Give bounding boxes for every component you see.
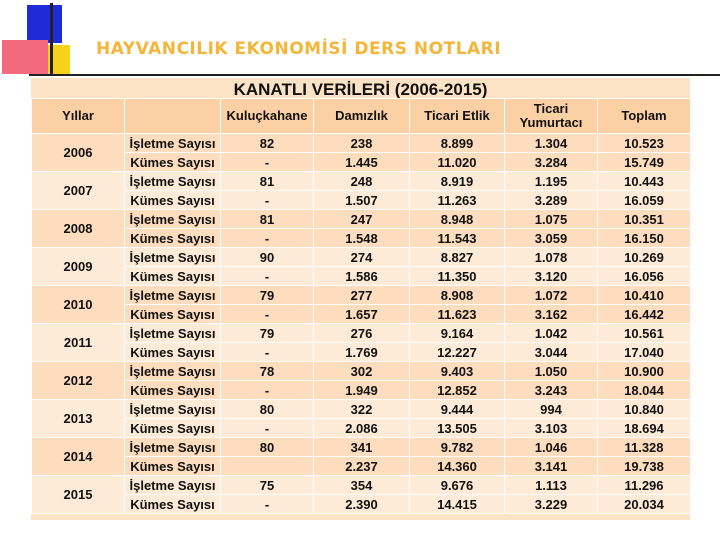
value-cell: 1.769 — [314, 343, 410, 362]
value-cell: 75 — [221, 476, 314, 495]
value-cell: 8.908 — [410, 286, 505, 305]
table-row — [32, 362, 691, 381]
table-row — [32, 381, 691, 400]
value-cell: 3.044 — [505, 343, 598, 362]
value-cell: 1.548 — [314, 229, 410, 248]
table-row — [32, 305, 691, 324]
value-cell: 1.050 — [505, 362, 598, 381]
value-cell: 1.072 — [505, 286, 598, 305]
value-cell: - — [221, 229, 314, 248]
col-header-metric — [125, 99, 221, 134]
value-cell: 2.237 — [314, 457, 410, 476]
year-cell: 2014 — [32, 438, 125, 476]
row-label: İşletme Sayısı — [125, 476, 221, 495]
value-cell: 3.229 — [505, 495, 598, 514]
value-cell: 1.078 — [505, 248, 598, 267]
value-cell: 1.507 — [314, 191, 410, 210]
value-cell: 10.269 — [598, 248, 691, 267]
year-cell: 2007 — [32, 172, 125, 210]
table-row — [32, 457, 691, 476]
value-cell: - — [221, 191, 314, 210]
row-label: İşletme Sayısı — [125, 400, 221, 419]
value-cell: 11.296 — [598, 476, 691, 495]
table-row — [32, 343, 691, 362]
value-cell: 9.444 — [410, 400, 505, 419]
value-cell: 994 — [505, 400, 598, 419]
year-cell: 2006 — [32, 134, 125, 172]
value-cell: 1.586 — [314, 267, 410, 286]
value-cell: - — [221, 267, 314, 286]
value-cell: 18.694 — [598, 419, 691, 438]
table-row — [32, 172, 691, 191]
col-header-years: Yıllar — [32, 99, 125, 134]
value-cell: 10.523 — [598, 134, 691, 153]
value-cell: 13.505 — [410, 419, 505, 438]
value-cell — [221, 457, 314, 476]
value-cell: 1.657 — [314, 305, 410, 324]
value-cell: 9.403 — [410, 362, 505, 381]
decor-vertical-line — [50, 3, 53, 76]
value-cell: 12.852 — [410, 381, 505, 400]
year-cell: 2009 — [32, 248, 125, 286]
value-cell: 10.561 — [598, 324, 691, 343]
value-cell: 1.949 — [314, 381, 410, 400]
value-cell: 1.304 — [505, 134, 598, 153]
value-cell: 19.738 — [598, 457, 691, 476]
value-cell: 8.948 — [410, 210, 505, 229]
value-cell: 8.919 — [410, 172, 505, 191]
row-label: İşletme Sayısı — [125, 362, 221, 381]
value-cell: 354 — [314, 476, 410, 495]
value-cell: 2.390 — [314, 495, 410, 514]
value-cell: 1.046 — [505, 438, 598, 457]
table-row — [32, 210, 691, 229]
value-cell: 16.056 — [598, 267, 691, 286]
year-cell: 2011 — [32, 324, 125, 362]
table-row — [32, 324, 691, 343]
value-cell: 3.103 — [505, 419, 598, 438]
value-cell: 248 — [314, 172, 410, 191]
table-row — [32, 248, 691, 267]
table-row — [32, 419, 691, 438]
value-cell: 274 — [314, 248, 410, 267]
table-row — [32, 267, 691, 286]
col-header-breeder: Damızlık — [314, 99, 410, 134]
table-row — [32, 153, 691, 172]
poultry-data-table — [31, 98, 691, 514]
value-cell: 16.442 — [598, 305, 691, 324]
value-cell: 3.289 — [505, 191, 598, 210]
value-cell: 1.113 — [505, 476, 598, 495]
table-body — [32, 134, 691, 514]
value-cell: 322 — [314, 400, 410, 419]
col-header-layer: Ticari Yumurtacı — [505, 99, 598, 134]
value-cell: 12.227 — [410, 343, 505, 362]
row-label: İşletme Sayısı — [125, 438, 221, 457]
value-cell: 10.840 — [598, 400, 691, 419]
table-row — [32, 134, 691, 153]
row-label: İşletme Sayısı — [125, 134, 221, 153]
value-cell: 9.676 — [410, 476, 505, 495]
value-cell: 3.284 — [505, 153, 598, 172]
value-cell: 10.443 — [598, 172, 691, 191]
value-cell: 1.195 — [505, 172, 598, 191]
value-cell: 3.243 — [505, 381, 598, 400]
value-cell: 79 — [221, 324, 314, 343]
value-cell: 15.749 — [598, 153, 691, 172]
table-header-row — [32, 99, 691, 134]
value-cell: 11.020 — [410, 153, 505, 172]
value-cell: - — [221, 305, 314, 324]
value-cell: 14.415 — [410, 495, 505, 514]
value-cell: 79 — [221, 286, 314, 305]
row-label: Kümes Sayısı — [125, 267, 221, 286]
value-cell: 8.827 — [410, 248, 505, 267]
row-label: Kümes Sayısı — [125, 229, 221, 248]
value-cell: 1.042 — [505, 324, 598, 343]
value-cell: - — [221, 495, 314, 514]
value-cell: 238 — [314, 134, 410, 153]
value-cell: 17.040 — [598, 343, 691, 362]
value-cell: - — [221, 381, 314, 400]
row-label: Kümes Sayısı — [125, 457, 221, 476]
value-cell: 1.445 — [314, 153, 410, 172]
value-cell: 80 — [221, 438, 314, 457]
year-cell: 2010 — [32, 286, 125, 324]
table-row — [32, 476, 691, 495]
value-cell: 341 — [314, 438, 410, 457]
table-row — [32, 400, 691, 419]
value-cell: 302 — [314, 362, 410, 381]
year-cell: 2015 — [32, 476, 125, 514]
value-cell: - — [221, 153, 314, 172]
row-label: Kümes Sayısı — [125, 495, 221, 514]
col-header-broiler: Ticari Etlik — [410, 99, 505, 134]
value-cell: 3.120 — [505, 267, 598, 286]
page-title: HAYVANCILIK EKONOMİSİ DERS NOTLARI — [96, 39, 502, 59]
value-cell: 11.350 — [410, 267, 505, 286]
value-cell: 3.162 — [505, 305, 598, 324]
table-row — [32, 495, 691, 514]
col-header-total: Toplam — [598, 99, 691, 134]
value-cell: 80 — [221, 400, 314, 419]
row-label: Kümes Sayısı — [125, 191, 221, 210]
value-cell: 16.150 — [598, 229, 691, 248]
value-cell: 1.075 — [505, 210, 598, 229]
row-label: İşletme Sayısı — [125, 286, 221, 305]
value-cell: 277 — [314, 286, 410, 305]
value-cell: 18.044 — [598, 381, 691, 400]
value-cell: 16.059 — [598, 191, 691, 210]
decor-blue-square — [27, 5, 62, 43]
row-label: İşletme Sayısı — [125, 324, 221, 343]
row-label: Kümes Sayısı — [125, 153, 221, 172]
value-cell: 10.351 — [598, 210, 691, 229]
value-cell: 9.164 — [410, 324, 505, 343]
table-title: KANATLI VERİLERİ (2006-2015) — [233, 80, 488, 99]
value-cell: 81 — [221, 172, 314, 191]
value-cell: - — [221, 343, 314, 362]
row-label: Kümes Sayısı — [125, 305, 221, 324]
row-label: Kümes Sayısı — [125, 343, 221, 362]
value-cell: 11.623 — [410, 305, 505, 324]
value-cell: 14.360 — [410, 457, 505, 476]
value-cell: 8.899 — [410, 134, 505, 153]
value-cell: 78 — [221, 362, 314, 381]
row-label: İşletme Sayısı — [125, 248, 221, 267]
decor-pink-overlay — [2, 40, 48, 74]
row-label: İşletme Sayısı — [125, 172, 221, 191]
col-header-hatchery: Kuluçkahane — [221, 99, 314, 134]
table-row — [32, 438, 691, 457]
year-cell: 2012 — [32, 362, 125, 400]
value-cell: 20.034 — [598, 495, 691, 514]
value-cell: 10.410 — [598, 286, 691, 305]
table-row — [32, 191, 691, 210]
value-cell: 3.141 — [505, 457, 598, 476]
value-cell: 81 — [221, 210, 314, 229]
value-cell: 90 — [221, 248, 314, 267]
value-cell: 9.782 — [410, 438, 505, 457]
table-row — [32, 286, 691, 305]
year-cell: 2013 — [32, 400, 125, 438]
year-cell: 2008 — [32, 210, 125, 248]
value-cell: 11.328 — [598, 438, 691, 457]
value-cell: 11.543 — [410, 229, 505, 248]
row-label: Kümes Sayısı — [125, 419, 221, 438]
value-cell: 276 — [314, 324, 410, 343]
row-label: İşletme Sayısı — [125, 210, 221, 229]
value-cell: 11.263 — [410, 191, 505, 210]
value-cell: 247 — [314, 210, 410, 229]
table-row — [32, 229, 691, 248]
decor-horizontal-line — [29, 74, 720, 76]
value-cell: 82 — [221, 134, 314, 153]
value-cell: - — [221, 419, 314, 438]
value-cell: 2.086 — [314, 419, 410, 438]
row-label: Kümes Sayısı — [125, 381, 221, 400]
value-cell: 3.059 — [505, 229, 598, 248]
value-cell: 10.900 — [598, 362, 691, 381]
